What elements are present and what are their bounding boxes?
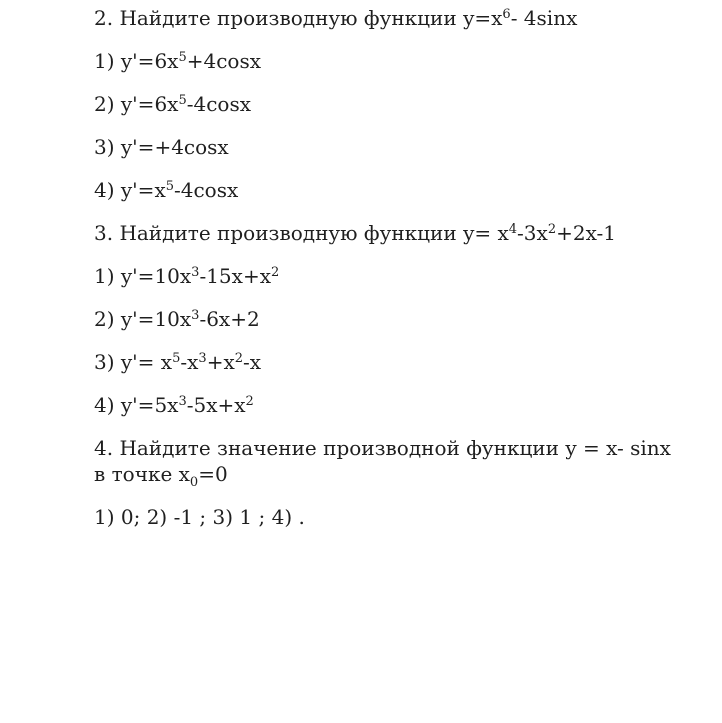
text-segment: -15x+x [199,264,271,288]
superscript: 3 [191,265,200,280]
text-segment: 3. Найдите производную функции y= x [94,221,509,245]
text-segment: 1) y'=6x [94,49,179,73]
text-segment: -6x+2 [199,307,260,331]
q3-option-4 [94,392,682,418]
superscript: 5 [178,50,187,65]
superscript: 3 [198,351,207,366]
text-segment: 2) y'=6x [94,92,179,116]
q3-option-1 [94,263,682,289]
superscript: 3 [191,308,200,323]
text-segment: -4cosx [174,178,239,202]
superscript: 5 [172,351,181,366]
superscript: 2 [245,394,254,409]
q2-title [94,5,682,31]
subscript: 0 [189,475,199,490]
superscript: 2 [270,265,280,280]
superscript: 4 [508,222,518,237]
text-segment: - 4sinx [510,6,578,30]
text-segment: 4. Найдите значение производной функции y = x- sinx [94,436,671,460]
text-segment: -x [243,350,262,374]
document-content [94,5,682,530]
q2-option-3 [94,134,682,160]
text-segment: -4cosx [186,92,252,116]
text-segment: 4) y'=x [94,178,166,202]
text-segment: -x [180,350,199,374]
superscript: 5 [165,179,174,194]
text-segment: 3) y'= x [94,350,173,374]
text-segment: 3) y'=+4cosx [94,135,229,159]
q4-title [94,435,682,490]
text-segment: 4) y'=5x [94,393,179,417]
superscript: 2 [547,222,557,237]
q4-answers [94,504,682,530]
superscript: 2 [234,351,244,366]
superscript: 3 [178,394,187,409]
text-segment: -3x [517,221,548,245]
superscript: 6 [502,7,511,22]
q3-option-3 [94,349,682,375]
text-segment: =0 [198,462,228,486]
q2-option-2 [94,91,682,117]
text-segment: +4cosx [186,49,262,73]
text-segment: +x [206,350,235,374]
text-segment: в точке x [94,462,190,486]
q2-option-1 [94,48,682,74]
text-segment: 1) y'=10x [94,264,192,288]
q2-option-4 [94,177,682,203]
text-segment: +2x-1 [556,221,616,245]
text-segment: 2) y'=10x [94,307,192,331]
q3-option-2 [94,306,682,332]
text-segment: 2. Найдите производную функции y=x [94,6,503,30]
text-segment: 1) 0; 2) -1 ; 3) 1 ; 4) . [94,505,305,529]
q3-title [94,220,682,246]
text-segment: -5x+x [186,393,246,417]
superscript: 5 [178,93,187,108]
